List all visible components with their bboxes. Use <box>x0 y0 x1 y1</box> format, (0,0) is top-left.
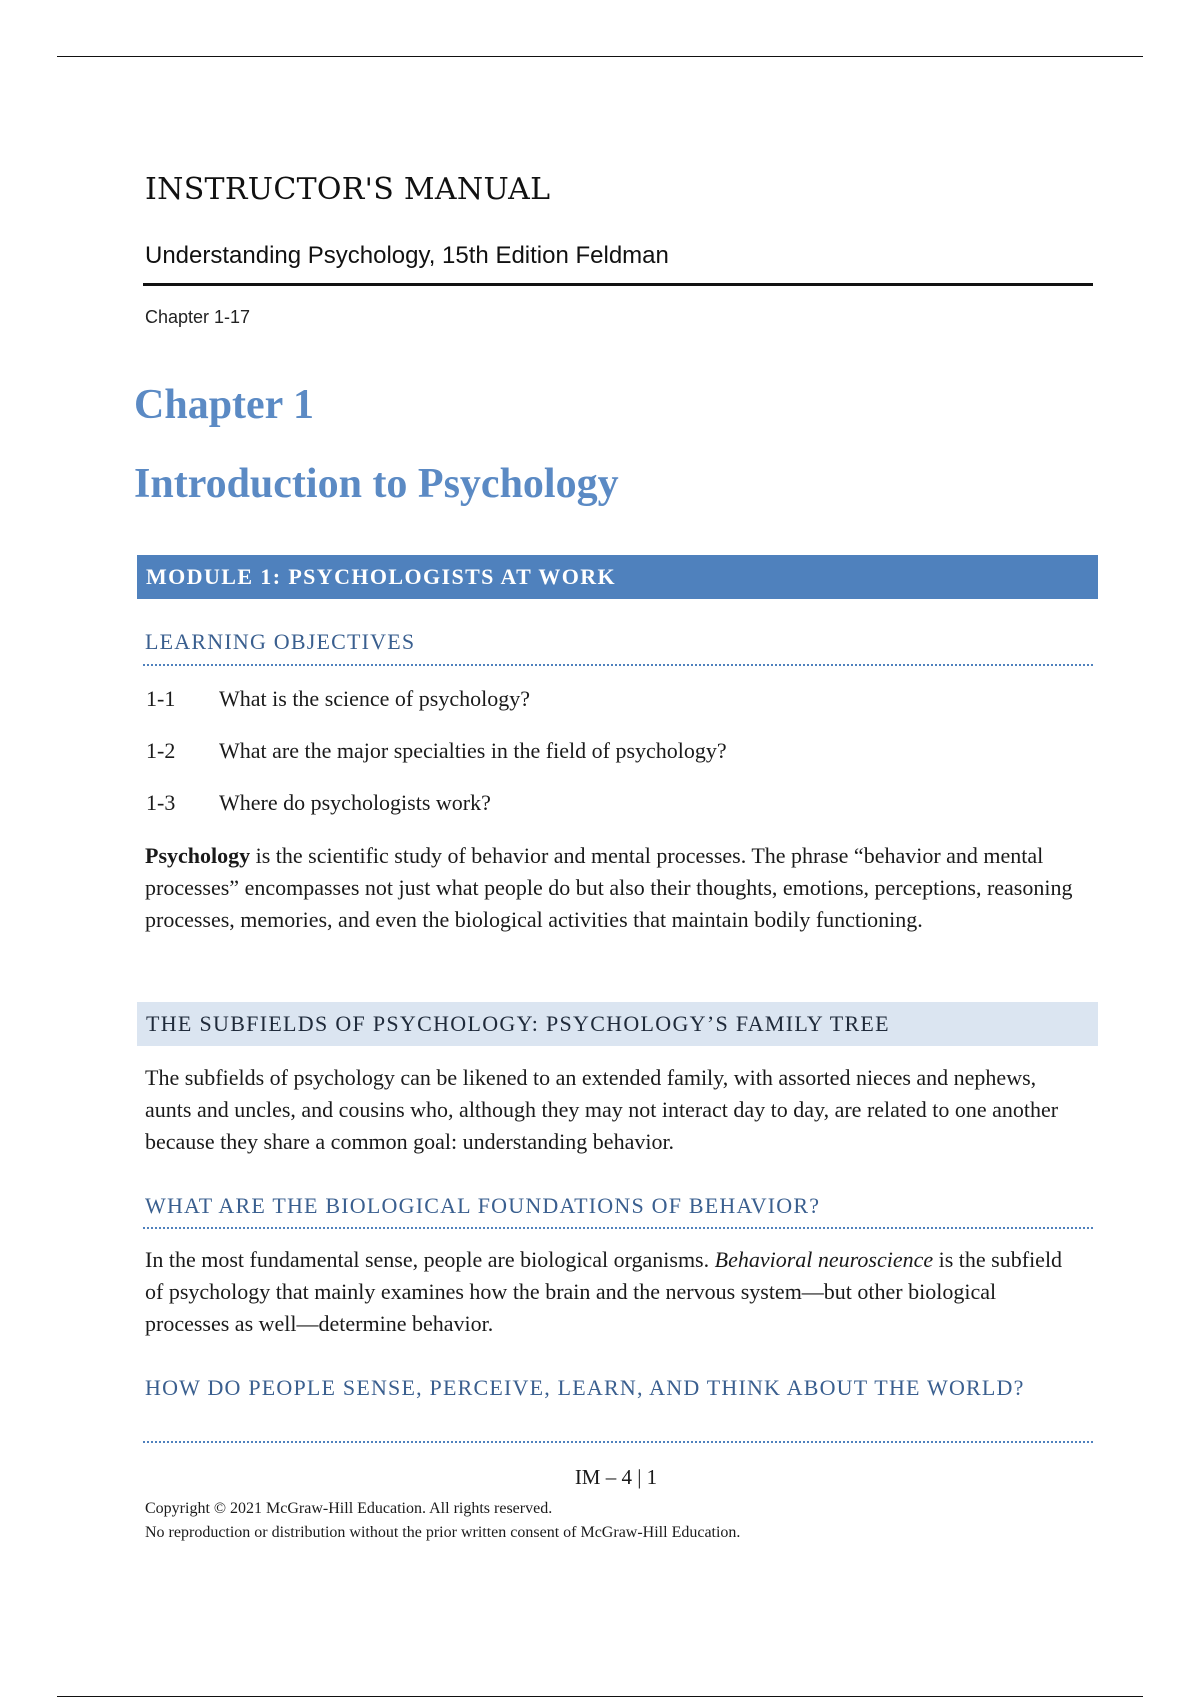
copyright-line: Copyright © 2021 McGraw-Hill Education. All rights reserved. <box>145 1500 553 1517</box>
objective-item <box>146 686 530 712</box>
manual-title: INSTRUCTOR'S MANUAL <box>145 172 551 207</box>
definition-paragraph <box>145 840 1085 936</box>
objective-text: What are the major specialties in the field of psychology? <box>219 738 727 763</box>
objective-text: What is the science of psychology? <box>219 686 530 711</box>
objective-number: 1-2 <box>146 738 176 763</box>
module-title-bar: MODULE 1: PSYCHOLOGISTS AT WORK <box>137 555 1098 599</box>
biological-text-after: is the subfield of psychology that mainly examines how the brain and the nervous system—but other biological processes as well—determine behavior. <box>145 1247 1063 1336</box>
perception-heading: HOW DO PEOPLE SENSE, PERCEIVE, LEARN, AND THINK ABOUT THE WORLD? <box>145 1375 1025 1400</box>
objective-item <box>146 738 727 764</box>
subfields-paragraph: The subfields of psychology can be likened to an extended family, with assorted nieces and nephews, aunts and uncles, and cousins who, although they may not interact day to day, are related to one another because they share a common goal: understanding behavior. <box>145 1065 1059 1154</box>
definition-text: is the scientific study of behavior and mental processes. The phrase “behavior and mental processes” encompasses not just what people do but also their thoughts, emotions, perceptions, reasoning processes, memories, and even the biological activities that maintain bodily functioning. <box>145 843 1073 932</box>
definition-term: Psychology <box>145 843 251 868</box>
subfields-heading-bar: THE SUBFIELDS OF PSYCHOLOGY: PSYCHOLOGY’S FAMILY TREE <box>137 1002 1098 1046</box>
book-title: Understanding Psychology, 15th Edition Feldman <box>145 242 669 269</box>
page-top-rule <box>57 56 1143 57</box>
biological-text-before: In the most fundamental sense, people are biological organisms. <box>145 1247 715 1272</box>
objective-number: 1-3 <box>146 790 176 815</box>
objective-number: 1-1 <box>146 686 176 711</box>
biological-heading: WHAT ARE THE BIOLOGICAL FOUNDATIONS OF BEHAVIOR? <box>145 1193 821 1218</box>
section-divider <box>143 664 1093 666</box>
objective-item <box>146 790 491 816</box>
section-divider <box>143 1441 1093 1443</box>
page-bottom-rule <box>57 1696 1143 1697</box>
chapter-number: Chapter 1 <box>134 382 315 428</box>
page-number: IM – 4 | 1 <box>574 1465 658 1489</box>
reproduction-notice: No reproduction or distribution without the prior written consent of McGraw-Hill Education. <box>145 1524 741 1541</box>
biological-term: Behavioral neuroscience <box>714 1247 934 1272</box>
biological-paragraph <box>145 1244 1085 1340</box>
chapter-range: Chapter 1-17 <box>145 307 251 327</box>
header-rule <box>143 283 1093 286</box>
section-divider <box>143 1227 1093 1229</box>
objective-text: Where do psychologists work? <box>219 790 491 815</box>
chapter-title: Introduction to Psychology <box>134 461 619 507</box>
learning-objectives-heading: LEARNING OBJECTIVES <box>145 629 416 654</box>
